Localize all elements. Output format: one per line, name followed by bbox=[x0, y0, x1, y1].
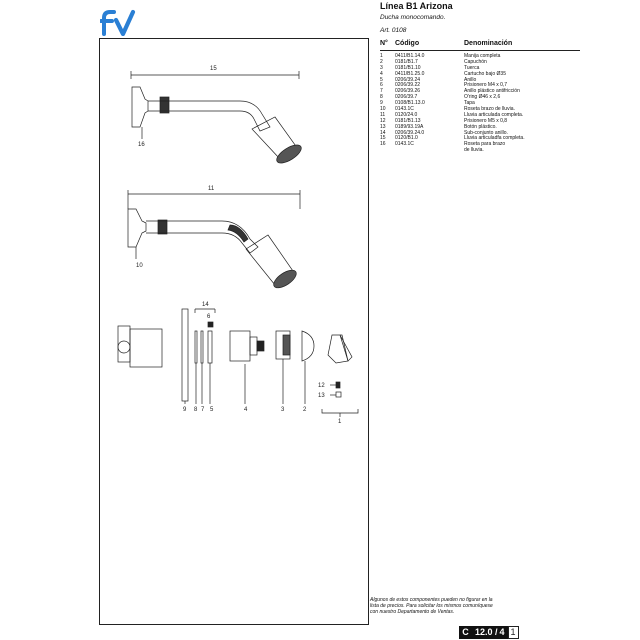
handle-1 bbox=[328, 335, 348, 363]
fv-logo bbox=[100, 8, 136, 36]
svg-text:2: 2 bbox=[303, 407, 307, 413]
product-subtitle: Ducha monocomando. bbox=[380, 14, 446, 21]
parts-table-header bbox=[380, 40, 580, 51]
table-row: 12 0181/B1.13 Prisionero M5 x 0,8 bbox=[380, 117, 508, 124]
valve-body bbox=[130, 329, 162, 367]
page-reference bbox=[459, 626, 519, 639]
svg-text:11: 11 bbox=[208, 186, 215, 192]
table-row: 9 0108/B1.13.0 Tapa bbox=[380, 100, 475, 107]
svg-text:14: 14 bbox=[202, 302, 209, 308]
section-letter: C bbox=[459, 626, 472, 639]
drawing-canvas bbox=[100, 39, 370, 626]
valve-body-left bbox=[118, 326, 130, 362]
page-number: 1 bbox=[508, 626, 519, 639]
table-row: 11 0120/24.0 Lluvia articulada completa. bbox=[380, 111, 524, 118]
col-number-header: N° bbox=[380, 40, 388, 47]
table-row: 1 0411/B1.14.0 Manija completa bbox=[380, 53, 501, 59]
svg-text:9: 9 bbox=[183, 407, 187, 413]
parts-table-body bbox=[380, 54, 580, 154]
col-code-header: Código bbox=[395, 40, 420, 47]
table-row: 4 0411/B1.25.0 Cartucho bajo Ø35 bbox=[380, 70, 506, 77]
table-row: 14 0206/39.24.0 Sub-conjunto anillo. bbox=[380, 129, 508, 136]
table-row: 10 0143.1C Roseta brazo de lluvia. bbox=[380, 106, 515, 113]
table-row: 2 0181/B1.7 Capuchón bbox=[380, 58, 487, 65]
table-row: 8 0206/39.7 O'ring Ø46 x 2,6 bbox=[380, 94, 501, 101]
subsection-number: 4 bbox=[500, 626, 508, 639]
parts-table bbox=[380, 40, 580, 154]
svg-text:16: 16 bbox=[138, 142, 145, 148]
section-number: 12.0 / bbox=[472, 626, 500, 639]
svg-text:4: 4 bbox=[244, 407, 248, 413]
table-row: 5 0206/39.24 Anillo bbox=[380, 76, 477, 83]
table-row: 13 0189/93.19A Botón plástico. bbox=[380, 123, 497, 130]
table-row: 6 0206/39.22 Prisionero M4 x 0,7 bbox=[380, 82, 508, 89]
rosette-16 bbox=[132, 87, 148, 127]
svg-text:15: 15 bbox=[210, 66, 217, 72]
svg-text:6: 6 bbox=[207, 314, 211, 320]
article-number: Art. 0108 bbox=[380, 27, 407, 34]
svg-text:7: 7 bbox=[201, 407, 205, 413]
svg-text:10: 10 bbox=[136, 263, 143, 269]
line-title: Línea B1 Arizona bbox=[380, 1, 453, 11]
svg-text:1: 1 bbox=[338, 419, 342, 425]
svg-text:5: 5 bbox=[210, 407, 214, 413]
thread-nipple-top bbox=[160, 97, 169, 113]
svg-text:3: 3 bbox=[281, 407, 285, 413]
exploded-view-drawing bbox=[99, 38, 369, 625]
svg-text:12: 12 bbox=[318, 383, 325, 389]
thread-nipple-mid bbox=[158, 220, 167, 234]
svg-text:13: 13 bbox=[318, 393, 325, 399]
table-row: 7 0206/39.26 Anillo plástico antifricción bbox=[380, 88, 520, 95]
cover-plate-9 bbox=[182, 309, 188, 401]
table-row: 16 0143.1C Roseta para brazo de lluvia. bbox=[380, 141, 506, 154]
table-row: 3 0181/B1.10 Tuerca bbox=[380, 64, 480, 71]
cap-2 bbox=[302, 331, 314, 361]
svg-text:8: 8 bbox=[194, 407, 198, 413]
col-name-header: Denominación bbox=[464, 40, 513, 47]
table-row: 15 0120/B1.0 Lluvia articuladfa completa. bbox=[380, 135, 525, 142]
footnote: Algunos de estos componentes pueden no figurar en la lista de precios. Para solicitar los mismos comuníquese con nuestro Departamento de Ventas. bbox=[370, 597, 493, 616]
rosette-10 bbox=[128, 209, 146, 247]
